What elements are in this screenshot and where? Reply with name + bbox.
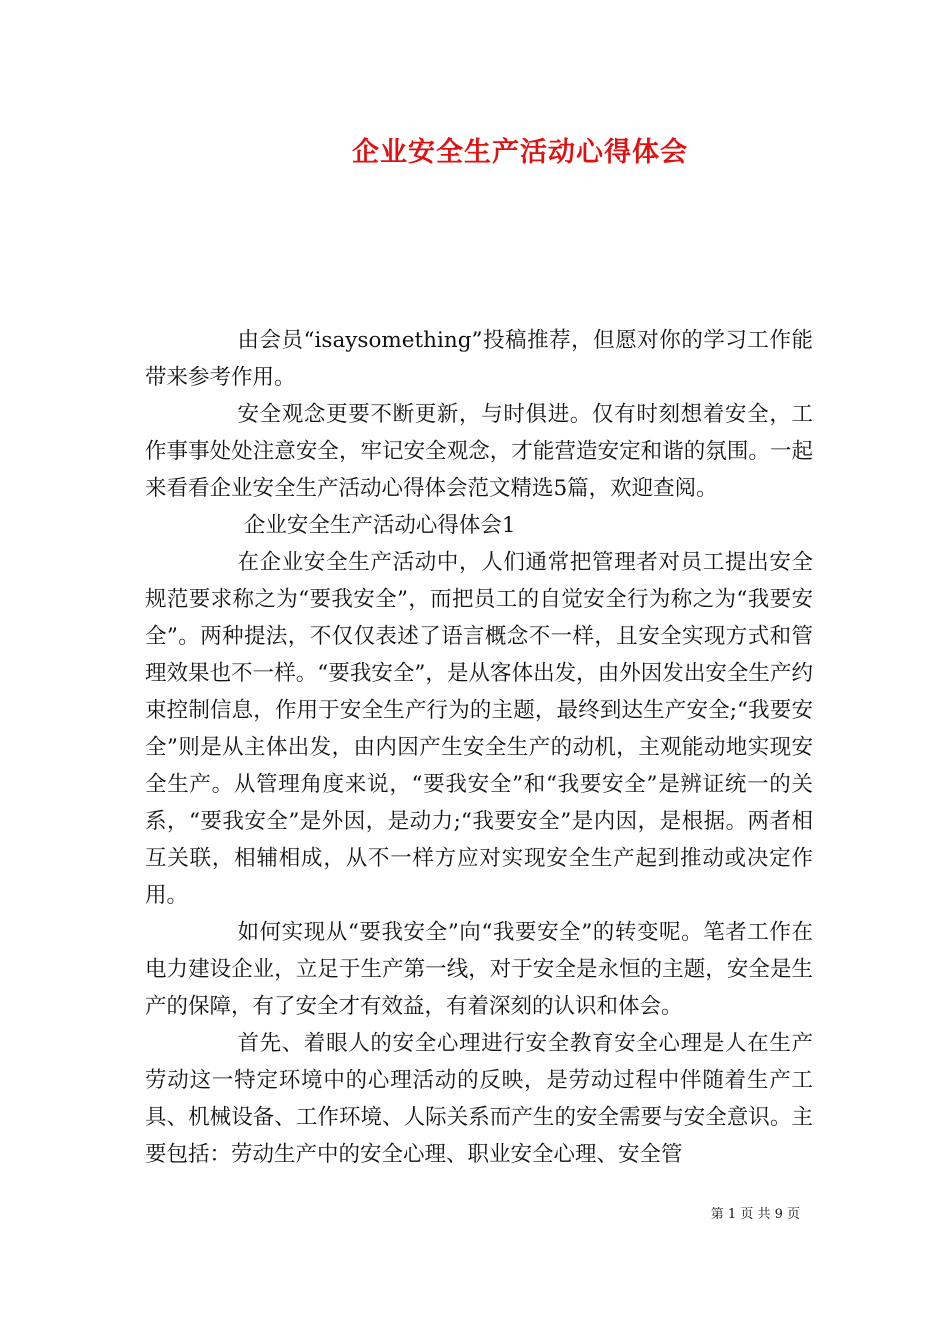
paragraph-intro: 由会员“isaysomething”投稿推荐，但愿对你的学习工作能带来参考作用。 [145,328,813,390]
section-heading: 企业安全生产活动心得体会1 [243,513,516,538]
document-body [145,322,813,1173]
paragraph-body: 在企业安全生产活动中，人们通常把管理者对员工提出安全规范要求称之为“要我安全”，而把员工的自觉安全行为称之为“我要安全”。两种提法，不仅仅表述了语言概念不一样，且安全实现方式和管理效果也不一样。“要我安全”，是从客体出发，由外因发出安全生产约束控制信息，作用于安全生产行为的主题，最终到达生产安全;“我要安全”则是从主体出发，由内因产生安全生产的动机，主观能动地实现安全生产。从管理角度来说，“要我安全”和“我要安全”是辨证统一的关系，“要我安全”是外因，是动力;“我要安全”是内因，是根据。两者相互关联，相辅相成，从不一样方应对实现安全生产起到推动或决定作用。 [145,550,813,908]
paragraph-summary: 安全观念更要不断更新，与时俱进。仅有时刻想着安全，工作事事处处注意安全，牢记安全观念，才能营造安定和谐的氛围。一起来看看企业安全生产活动心得体会范文精选5篇，欢迎查阅。 [145,402,813,501]
paragraph-body: 如何实现从“要我安全”向“我要安全”的转变呢。笔者工作在电力建设企业，立足于生产第一线，对于安全是永恒的主题，安全是生产的保障，有了安全才有效益，有着深刻的认识和体会。 [145,920,813,1019]
paragraph-body: 首先、着眼人的安全心理进行安全教育安全心理是人在生产劳动这一特定环境中的心理活动的反映，是劳动过程中伴随着生产工具、机械设备、工作环境、人际关系而产生的安全需要与安全意识。主要包括：劳动生产中的安全心理、职业安全心理、安全管 [145,1031,813,1167]
document-title: 企业安全生产活动心得体会 [352,137,688,168]
page-number: 第 1 页 共 9 页 [710,1207,800,1222]
